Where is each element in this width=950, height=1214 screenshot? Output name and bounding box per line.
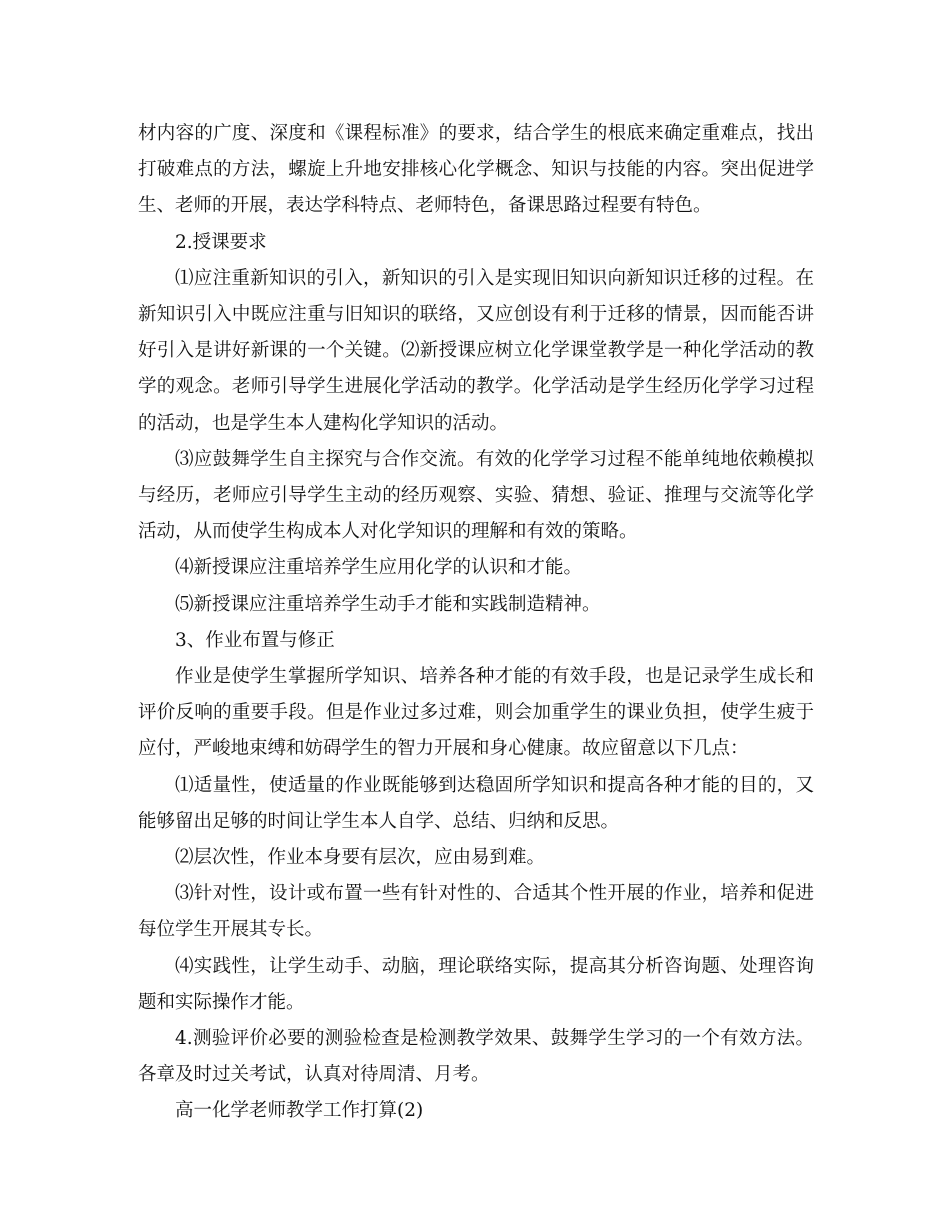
paragraph-homework-practical: ⑷实践性，让学生动手、动脑，理论联络实际，提高其分析咨询题、处理咨询题和实际操作才能。 xyxy=(138,955,814,1013)
paragraph-homework-levels: ⑵层次性，作业本身要有层次，应由易到难。 xyxy=(175,847,546,869)
section-title-plan-2: 高一化学老师教学工作打算(2) xyxy=(175,1100,424,1122)
paragraph-testing-evaluation: 4.测验评价必要的测验检查是检测教学效果、鼓舞学生学习的一个有效方法。各章及时过关考试，认真对待周清、月考。 xyxy=(138,1028,814,1086)
paragraph-homework-targeted: ⑶针对性，设计或布置一些有针对性的、合适其个性开展的作业，培养和促进每位学生开展其专长。 xyxy=(138,883,814,941)
paragraph-preparation-continued: 材内容的广度、深度和《课程标准》的要求，结合学生的根底来确定重难点，找出打破难点的方法，螺旋上升地安排核心化学概念、知识与技能的内容。突出促进学生、老师的开展，表达学科特点、老师特色，备课思路过程要有特色。 xyxy=(138,123,814,217)
paragraph-homework-moderation: ⑴适量性，使适量的作业既能够到达稳固所学知识和提高各种才能的目的，又能够留出足够的时间让学生本人自学、总结、归纳和反思。 xyxy=(138,774,814,832)
heading-teaching-requirements: 2.授课要求 xyxy=(175,231,267,253)
paragraph-new-knowledge-introduction: ⑴应注重新知识的引入，新知识的引入是实现旧知识向新知识迁移的过程。在新知识引入中既应注重与旧知识的联络，又应创设有利于迁移的情景，因而能否讲好引入是讲好新课的一个关键。⑵新授课应树立化学课堂教学是一种化学活动的教学的观念。老师引导学生进展化学活动的教学。化学活动是学生经历化学学习过程的活动，也是学生本人建构化学知识的活动。 xyxy=(138,267,814,434)
document-body xyxy=(138,116,814,1130)
heading-homework: 3、作业布置与修正 xyxy=(175,629,335,651)
paragraph-homework-intro: 作业是使学生掌握所学知识、培养各种才能的有效手段，也是记录学生成长和评价反响的重要手段。但是作业过多过难，则会加重学生的课业负担，使学生疲于应付，严峻地束缚和妨碍学生的智力开展和身心健康。故应留意以下几点： xyxy=(138,666,814,760)
paragraph-practical-ability: ⑸新授课应注重培养学生动手才能和实践制造精神。 xyxy=(175,593,601,615)
paragraph-inquiry-cooperation: ⑶应鼓舞学生自主探究与合作交流。有效的化学学习过程不能单纯地依赖模拟与经历，老师应引导学生主动的经历观察、实验、猜想、验证、推理与交流等化学活动，从而使学生构成本人对化学知识的理解和有效的策略。 xyxy=(138,448,814,543)
paragraph-application-ability: ⑷新授课应注重培养学生应用化学的认识和才能。 xyxy=(175,557,583,579)
